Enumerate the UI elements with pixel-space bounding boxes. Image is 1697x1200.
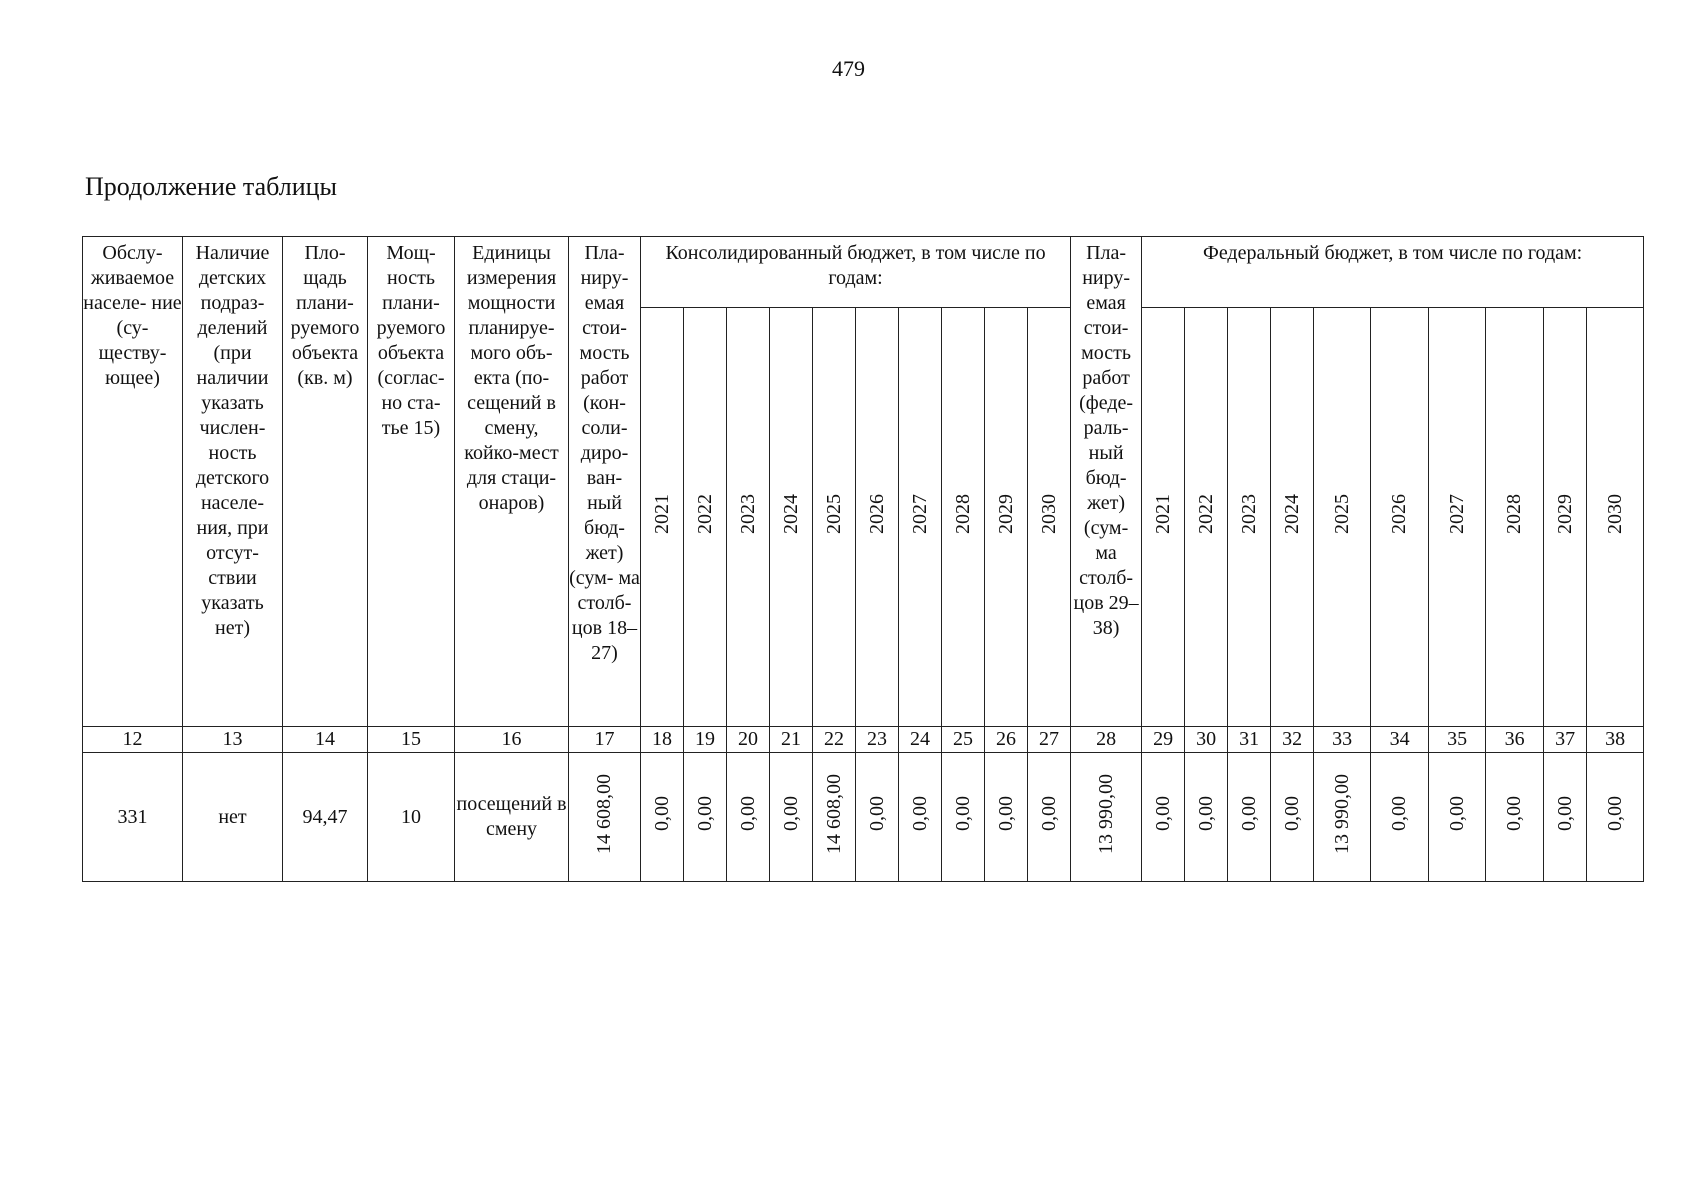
year-cell: 2021 <box>641 308 684 727</box>
year-cell: 2022 <box>1185 308 1228 727</box>
page-number: 479 <box>832 56 865 81</box>
cell-consolidated-year: 0,00 <box>1028 753 1071 882</box>
column-number: 28 <box>1071 727 1142 753</box>
column-number: 13 <box>183 727 283 753</box>
cell-capacity: 10 <box>368 753 455 882</box>
header-child-units: Наличие детских подраз- делений (при наличии указать числен- ность детского населе- ния, при отсут- ствии указать нет) <box>183 237 283 727</box>
column-number: 22 <box>813 727 856 753</box>
header-served-population: Обслу- живаемое населе- ние (су- ществу- ющее) <box>83 237 183 727</box>
year-cell: 2027 <box>899 308 942 727</box>
column-number: 19 <box>684 727 727 753</box>
year-cell: 2023 <box>1228 308 1271 727</box>
column-number: 33 <box>1314 727 1371 753</box>
table-caption: Продолжение таблицы <box>85 172 337 201</box>
year-cell: 2022 <box>684 308 727 727</box>
column-number: 34 <box>1371 727 1429 753</box>
year-cell: 2026 <box>856 308 899 727</box>
cell-federal-year: 0,00 <box>1271 753 1314 882</box>
cell-capacity-units: посещений в смену <box>455 753 569 882</box>
cell-consolidated-year: 0,00 <box>899 753 942 882</box>
cell-consolidated-year: 14 608,00 <box>813 753 856 882</box>
header-federal-group: Федеральный бюджет, в том числе по годам: <box>1142 237 1644 308</box>
column-number: 21 <box>770 727 813 753</box>
year-cell: 2023 <box>727 308 770 727</box>
year-cell: 2026 <box>1371 308 1429 727</box>
year-cell: 2028 <box>942 308 985 727</box>
header-capacity-units: Единицы измерения мощности планируе- мого объ- екта (по- сещений в смену, койко-мест для стаци- онаров) <box>455 237 569 727</box>
column-number: 15 <box>368 727 455 753</box>
column-number: 23 <box>856 727 899 753</box>
year-cell: 2024 <box>1271 308 1314 727</box>
column-number: 26 <box>985 727 1028 753</box>
column-number: 27 <box>1028 727 1071 753</box>
column-number: 32 <box>1271 727 1314 753</box>
header-area: Пло- щадь плани- руемого объекта (кв. м) <box>283 237 368 727</box>
cell-served-population: 331 <box>83 753 183 882</box>
header-consolidated-cost: Пла- ниру- емая стои- мость работ (кон- соли- диро- ван- ный бюд- жет) (сум- ма столб- цов 18–27) <box>569 237 641 727</box>
cell-child-units: нет <box>183 753 283 882</box>
cell-federal-year: 0,00 <box>1587 753 1644 882</box>
column-number-row <box>83 727 1644 753</box>
cell-federal-year: 0,00 <box>1429 753 1486 882</box>
column-number: 17 <box>569 727 641 753</box>
cell-federal-year: 0,00 <box>1228 753 1271 882</box>
column-number: 18 <box>641 727 684 753</box>
header-capacity: Мощ- ность плани- руемого объекта (соглас- но ста- тье 15) <box>368 237 455 727</box>
cell-federal-year: 0,00 <box>1371 753 1429 882</box>
column-number: 24 <box>899 727 942 753</box>
year-cell: 2027 <box>1429 308 1486 727</box>
year-cell: 2021 <box>1142 308 1185 727</box>
column-number: 35 <box>1429 727 1486 753</box>
year-cell: 2025 <box>1314 308 1371 727</box>
column-number: 37 <box>1544 727 1587 753</box>
year-cell: 2024 <box>770 308 813 727</box>
column-number: 31 <box>1228 727 1271 753</box>
cell-area: 94,47 <box>283 753 368 882</box>
cell-federal-year: 0,00 <box>1486 753 1544 882</box>
budget-table <box>82 236 1644 882</box>
column-number: 12 <box>83 727 183 753</box>
year-cell: 2028 <box>1486 308 1544 727</box>
year-cell: 2030 <box>1028 308 1071 727</box>
cell-consolidated-year: 0,00 <box>856 753 899 882</box>
column-number: 25 <box>942 727 985 753</box>
cell-federal-year: 0,00 <box>1185 753 1228 882</box>
column-number: 29 <box>1142 727 1185 753</box>
column-number: 20 <box>727 727 770 753</box>
cell-federal-year: 0,00 <box>1142 753 1185 882</box>
column-number: 14 <box>283 727 368 753</box>
header-row <box>83 237 1644 308</box>
cell-consolidated-year: 0,00 <box>684 753 727 882</box>
column-number: 38 <box>1587 727 1644 753</box>
cell-federal-year: 0,00 <box>1544 753 1587 882</box>
cell-consolidated-year: 0,00 <box>727 753 770 882</box>
year-cell: 2029 <box>985 308 1028 727</box>
year-cell: 2029 <box>1544 308 1587 727</box>
column-number: 16 <box>455 727 569 753</box>
header-consolidated-group: Консолидированный бюджет, в том числе по годам: <box>641 237 1071 308</box>
column-number: 30 <box>1185 727 1228 753</box>
column-number: 36 <box>1486 727 1544 753</box>
header-federal-cost: Пла- ниру- емая стои- мость работ (феде- раль- ный бюд- жет) (сум- ма столб- цов 29–38) <box>1071 237 1142 727</box>
cell-consolidated-year: 0,00 <box>942 753 985 882</box>
cell-federal-total: 13 990,00 <box>1071 753 1142 882</box>
cell-consolidated-total: 14 608,00 <box>569 753 641 882</box>
year-cell: 2030 <box>1587 308 1644 727</box>
cell-consolidated-year: 0,00 <box>770 753 813 882</box>
cell-consolidated-year: 0,00 <box>985 753 1028 882</box>
cell-consolidated-year: 0,00 <box>641 753 684 882</box>
year-cell: 2025 <box>813 308 856 727</box>
cell-federal-year: 13 990,00 <box>1314 753 1371 882</box>
data-row <box>83 753 1644 882</box>
